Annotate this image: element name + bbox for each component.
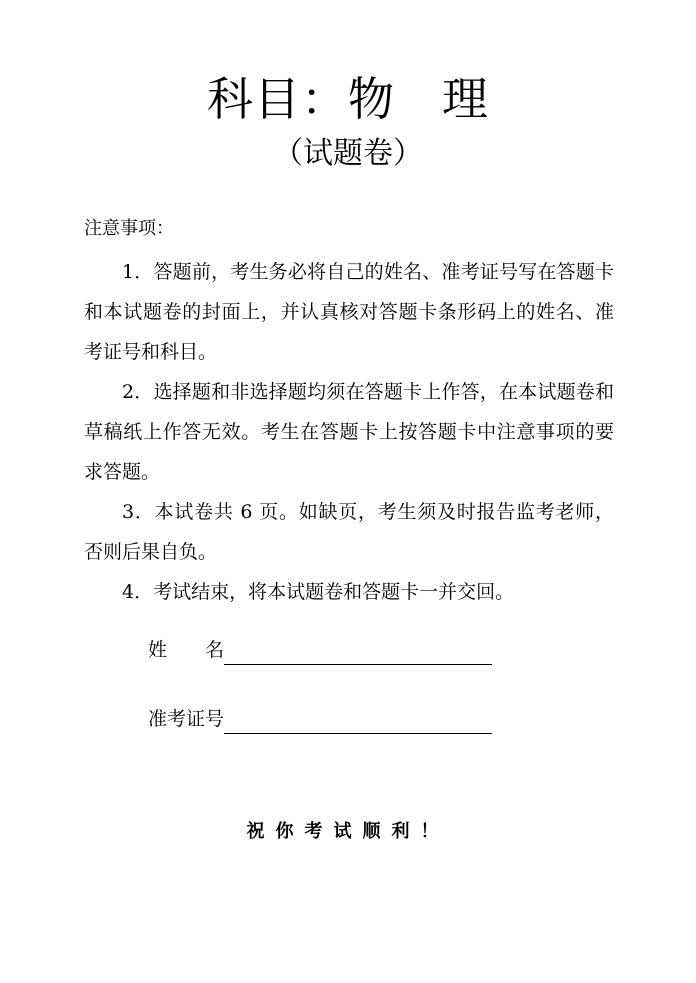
exam-id-label: 准考证号 bbox=[148, 708, 225, 730]
name-blank-line[interactable] bbox=[224, 642, 492, 665]
notice-list bbox=[84, 252, 614, 612]
name-field bbox=[148, 635, 492, 665]
notice-heading: 注意事项： bbox=[84, 218, 174, 239]
name-label: 姓 名 bbox=[148, 639, 225, 661]
notice-item-4: 4．考试结束，将本试题卷和答题卡一并交回。 bbox=[122, 581, 515, 603]
paper-type-subtitle: （试题卷） bbox=[273, 136, 423, 171]
exam-id-blank-line[interactable] bbox=[224, 711, 492, 734]
exam-id-field bbox=[148, 704, 492, 734]
notice-item-2: 2．选择题和非选择题均须在答题卡上作答，在本试题卷和草稿纸上作答无效。考生在答题卡上按答题卡中注意事项的要求答题。 bbox=[84, 381, 614, 483]
notice-item-3: 3．本试卷共 6 页。如缺页，考生须及时报告监考老师，否则后果自负。 bbox=[84, 501, 614, 563]
closing-wish: 祝你考试顺利！ bbox=[246, 821, 450, 842]
subject-title: 科目：物 理 bbox=[207, 72, 489, 126]
notice-item-1: 1．答题前，考生务必将自己的姓名、准考证号写在答题卡和本试题卷的封面上，并认真核对答题卡条形码上的姓名、准考证号和科目。 bbox=[84, 261, 614, 363]
